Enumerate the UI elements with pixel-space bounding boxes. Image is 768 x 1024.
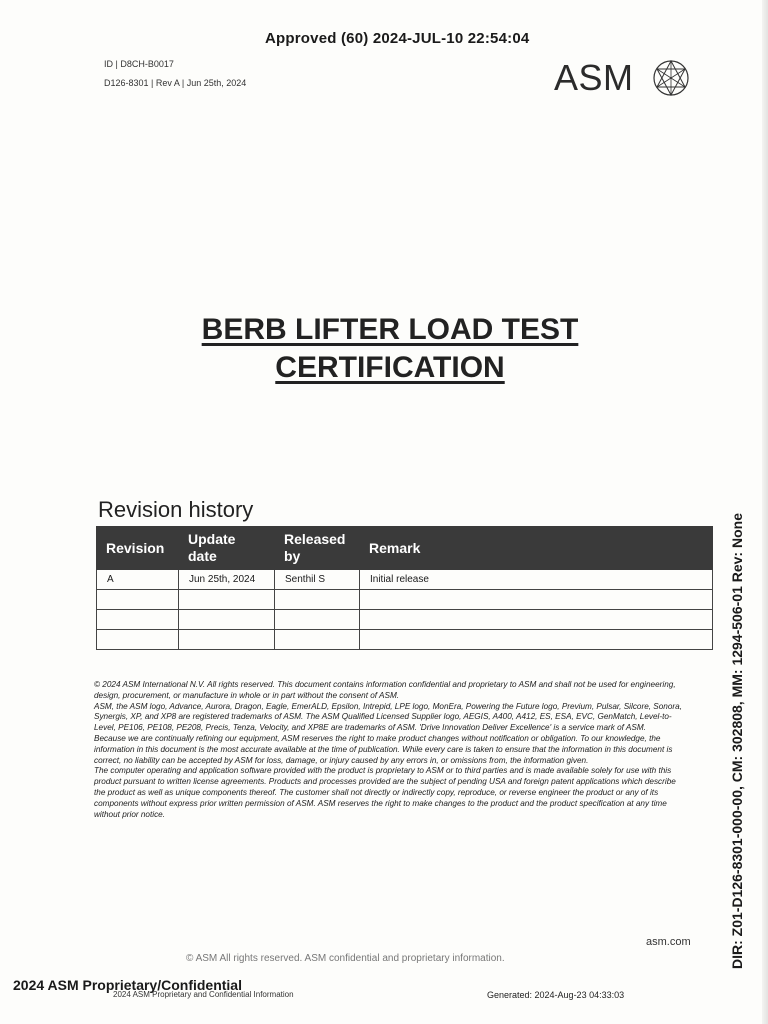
table-header-row [97, 527, 713, 570]
table-cell [275, 610, 360, 630]
asm-logo-icon [651, 58, 691, 98]
title-line-2: CERTIFICATION [275, 351, 505, 384]
footer-proprietary-label: 2024 ASM Proprietary/Confidential [13, 977, 242, 993]
legal-notice [94, 680, 682, 820]
website-link[interactable]: asm.com [646, 936, 691, 948]
table-cell [97, 610, 179, 630]
table-cell [275, 630, 360, 650]
table-cell [97, 590, 179, 610]
legal-software-paragraph: The computer operating and application software provided with the product is proprietary to ASM or to third parties and is made available solely for use with this product pursuant to written license agreements. Products and processes provided are the subject of pending USA and foreign patent applications which describe the product as well as unique components thereof. The customer shall not directly or indirectly copy, reproduce, or reverse engineer the product or any of its components without express prior written permission of ASM. ASM reserves the right to make changes to the product and the product specification at any time without prior notice. [94, 766, 676, 819]
document-revision: D126-8301 | Rev A | Jun 25th, 2024 [104, 78, 247, 88]
approval-stamp: Approved (60) 2024-JUL-10 22:54:04 [265, 30, 530, 47]
table-row [97, 570, 713, 590]
page-edge-shadow [762, 0, 768, 1024]
table-cell: Jun 25th, 2024 [179, 570, 275, 590]
table-cell: A [97, 570, 179, 590]
footer-copyright: © ASM All rights reserved. ASM confidential and proprietary information. [186, 953, 505, 964]
footer-confidential-note: 2024 ASM Proprietary and Confidential Information [113, 990, 294, 999]
table-cell [97, 630, 179, 650]
table-row [97, 590, 713, 610]
table-cell: Initial release [360, 570, 713, 590]
side-document-stamp: DIR: Z01-D126-8301-000-00, CM: 302808, MM: 1294-506-01 Rev: None [729, 513, 745, 969]
asm-logo-text: ASM [554, 57, 634, 98]
table-row [97, 630, 713, 650]
column-header-update-date: Update date [179, 527, 275, 570]
column-header-released-by: Released by [275, 527, 360, 570]
legal-disclaimer-paragraph: Because we are continually refining our equipment, ASM reserves the right to make product changes without notification or obligation. To our knowledge, the information in this document is the most accurate available at the time of publication. While every care is taken to ensure that the information in this document is correct, no liability can be accepted by ASM for loss, damage, or injury caused by any errors in, or omissions from, the information given. [94, 733, 673, 765]
revision-history-heading: Revision history [98, 497, 254, 522]
table-cell [275, 590, 360, 610]
table-cell [179, 630, 275, 650]
legal-trademark-paragraph: ASM, the ASM logo, Advance, Aurora, Dragon, Eagle, EmerALD, Epsilon, Intrepid, LPE logo, MonEra, Powering the Future logo, Previum, Pulsar, Silcore, Sonora, Synergis, XP, and XP8 are registered trademarks of ASM. The ASM Qualified Licensed Supplier logo, AEGIS, A400, A412, ES, ESA, EVC, GenMatch, Level-to-Level, PE106, PE108, PE208, Precis, Tenza, Velocity, and XP8E are trademarks of ASM. 'Drive Innovation Deliver Excellence' is a service mark of ASM. [94, 701, 682, 733]
document-title [0, 311, 768, 387]
table-cell: Senthil S [275, 570, 360, 590]
table-cell [360, 610, 713, 630]
table-cell [179, 610, 275, 630]
document-id: ID | D8CH-B0017 [104, 59, 174, 69]
table-row [97, 610, 713, 630]
revision-history-table [96, 526, 713, 650]
table-cell [360, 590, 713, 610]
table-cell [179, 590, 275, 610]
legal-copyright-paragraph: © 2024 ASM International N.V. All rights reserved. This document contains information confidential and proprietary to ASM and shall not be used for engineering, design, procurement, or manufacture in whole or in part without the consent of ASM. [94, 680, 676, 700]
column-header-remark: Remark [360, 527, 713, 570]
footer-generated-timestamp: Generated: 2024-Aug-23 04:33:03 [487, 990, 625, 1000]
column-header-revision: Revision [97, 527, 179, 570]
title-line-1: BERB LIFTER LOAD TEST [201, 313, 579, 346]
table-cell [360, 630, 713, 650]
